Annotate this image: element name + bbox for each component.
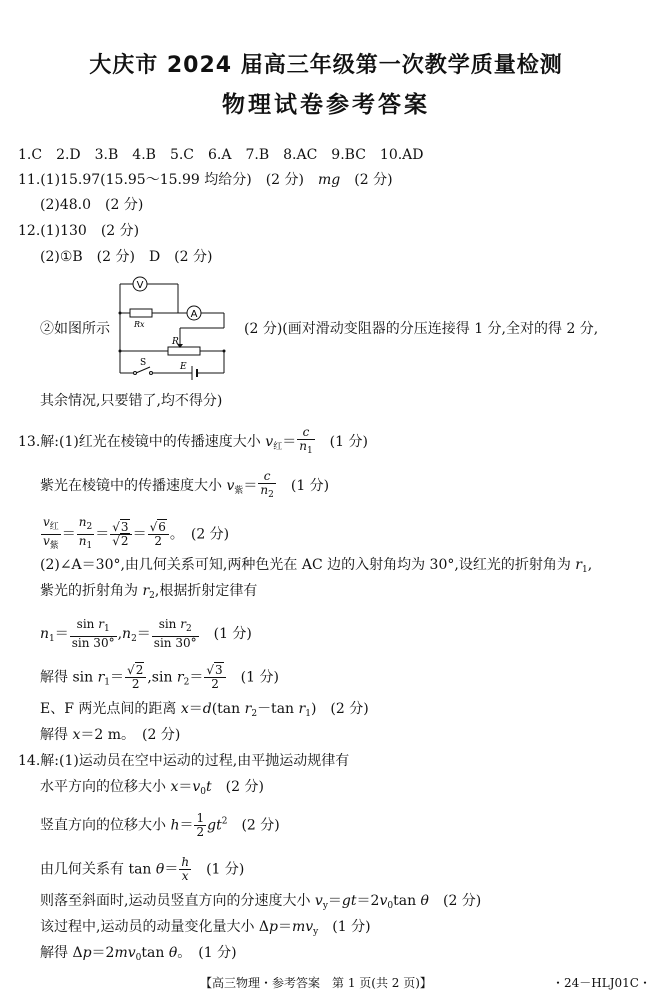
q14-line3: 竖直方向的位移大小 h＝ $\frac{1}{2}$ $gt^2$ (2 分)	[40, 811, 280, 839]
footer-page-info: 【高三物理・参考答案 第 1 页(共 2 页)】	[200, 976, 432, 990]
q14-line4: 由几何关系有 tan θ＝ $\frac{h}{x}$ (1 分)	[40, 855, 245, 883]
q14-line1: 14.解:(1)运动员在空中运动的过程,由平抛运动规律有	[18, 753, 350, 769]
document-subtitle: 物理试卷参考答案	[222, 92, 430, 118]
q14-line7: 解得 $\Delta p=2mv_0\tan$ θ。 (1 分)	[40, 945, 237, 963]
q13-line3: $\frac{v_红}{v_紫}$ ＝ $\frac{n_2}{n_1}$ ＝ $\frac{√3}{√2}$ ＝ $\frac{√6}{2}$ 。 (2 分)	[43, 515, 230, 551]
q14-line6: 该过程中,运动员的动量变化量大小 $\Delta p=mv_y$ (1 分)	[40, 919, 371, 937]
q14-line2: 水平方向的位移大小 $x=v_0t$ (2 分)	[40, 779, 264, 797]
q13-line4: (2)∠A＝30°,由几何关系可知,两种色光在 AC 边的入射角均为 30°,设红光的折射角为 $r_1$,	[40, 557, 593, 575]
footer-code: ・24－HLJ01C・	[552, 976, 651, 990]
q13-line5: 紫光的折射角为 $r_2$,根据折射定律有	[40, 583, 258, 601]
q13-line1: 13.解:(1)红光在棱镜中的传播速度大小 $v_红=$ $\frac{c}{n_1}$ (1 分)	[18, 425, 368, 456]
mc-answers: 1.C 2.D 3.B 4.B 5.C 6.A 7.B 8.AC 9.BC 10.AD	[18, 147, 424, 163]
q13-line6: $n_1=$ $\frac{\sin r_1}{\sin 30^\circ}$ $,n_2=$ $\frac{\sin r_2}{\sin 30^\circ}$ (1 分)	[40, 617, 252, 650]
q12-part3-score: (2 分)(画对滑动变阻器的分压连接得 1 分,全对的得 2 分,	[244, 321, 599, 337]
q11-part2: (2)48.0 (2 分)	[40, 197, 144, 213]
rx-label: Rx	[134, 320, 145, 329]
emf-label: E	[180, 362, 187, 372]
q14-line5: 则落至斜面时,运动员竖直方向的分速度大小 $v_y=gt=2v_0\tan$ θ (2 分)	[40, 893, 482, 911]
q13-line2: 紫光在棱镜中的传播速度大小 $v_紫=$ $\frac{c}{n_2}$ (1 分)	[40, 469, 330, 500]
ammeter-label: A	[190, 309, 198, 320]
q11-part1: 11.(1)15.97(15.95～15.99 均给分) (2 分) mg (2 分)	[18, 172, 393, 188]
q12-part3-label: ②如图所示	[40, 321, 110, 337]
q13-line8: E、F 两光点间的距离 x＝d(tan $r_2-\tan$ $r_1$) (2 分)	[40, 701, 369, 719]
q12-part3-tail: 其余情况,只要错了,均不得分)	[40, 393, 223, 409]
voltmeter-label: V	[136, 280, 144, 291]
q12-part2: (2)①B (2 分) D (2 分)	[40, 249, 213, 265]
q13-line9: 解得 x＝2 m。 (2 分)	[40, 727, 181, 743]
q12-part1: 12.(1)130 (2 分)	[18, 223, 140, 239]
q13-line7: 解得 $\sin r_1=$ $\frac{√2}{2}$ ,sin $r_2=$ $\frac{√3}{2}$ (1 分)	[40, 663, 279, 691]
document-title: 大庆市 2024 届高三年级第一次教学质量检测	[89, 53, 563, 78]
rheostat-label: R	[172, 337, 179, 347]
switch-label: S	[140, 358, 147, 368]
circuit-diagram	[112, 268, 240, 383]
